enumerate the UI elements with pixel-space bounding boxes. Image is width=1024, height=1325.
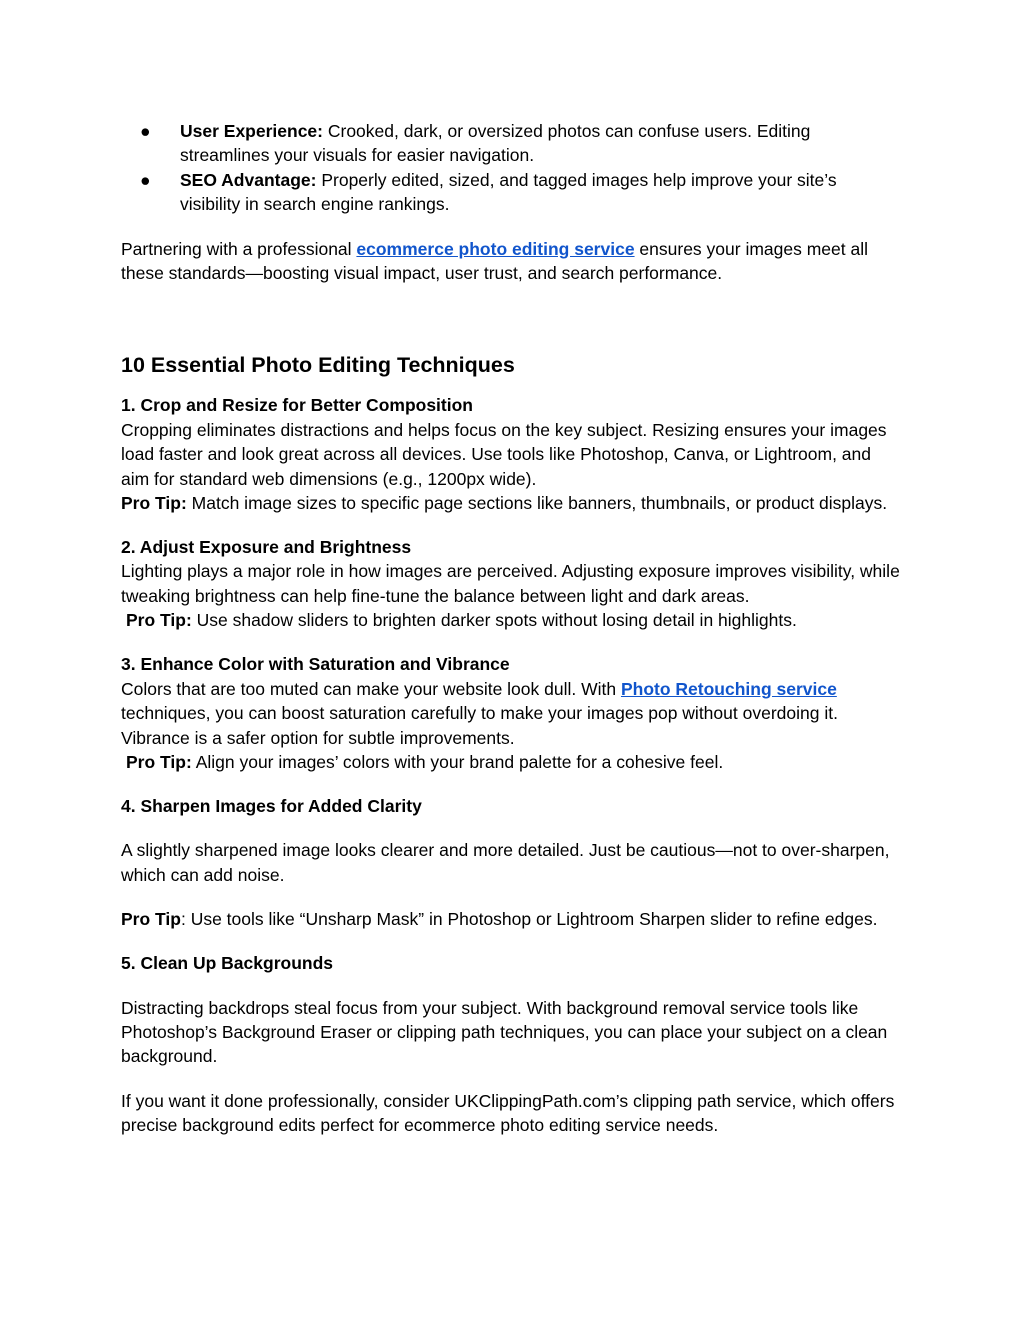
technique-2-body: Lighting plays a major role in how images are perceived. Adjusting exposure improves visibility, while tweaking brightness can help fine-tune the balance between light and dark areas. [121,561,900,606]
pro-tip-label: Pro Tip: [126,610,192,631]
document-page [121,119,901,1138]
bullet-icon: ● [140,169,151,190]
pro-tip-text: : Use tools like “Unsharp Mask” in Photoshop or Lightroom Sharpen slider to refine edges. [180,909,878,930]
bullet-text: Properly edited, sized, and tagged images help improve your site’s visibility in search engine rankings. [180,169,837,215]
technique-1-heading: 1. Crop and Resize for Better Composition [121,395,473,416]
technique-3-heading: 3. Enhance Color with Saturation and Vibrance [121,654,510,675]
pro-tip-text: Use shadow sliders to brighten darker spots without losing detail in highlights. [191,610,797,631]
partner-paragraph [121,237,901,286]
bullet-bold-label: SEO Advantage: [180,169,317,190]
list-item [121,168,901,217]
technique-2-heading: 2. Adjust Exposure and Brightness [121,537,412,558]
partner-text-after: ensures your images meet all these standards—boosting visual impact, user trust, and search performance. [121,238,869,284]
technique-3-tip [121,750,901,774]
pro-tip-text: Match image sizes to specific page sections like banners, thumbnails, or product displays. [186,493,888,514]
ecommerce-photo-editing-link[interactable]: ecommerce photo editing service [356,238,635,259]
technique-5-body: Distracting backdrops steal focus from your subject. With background removal service tools like Photoshop’s Background Eraser or clipping path techniques, you can place your subject on a clean background. [121,997,888,1067]
benefit-list [121,119,901,217]
bullet-bold-label: User Experience: [180,121,323,141]
bullet-icon: ● [140,121,151,141]
technique-1-tip [121,491,901,515]
pro-tip-label: Pro Tip: [121,493,187,514]
pro-tip-label: Pro Tip: [126,751,192,772]
technique-4-tip [121,907,901,931]
section-heading: 10 Essential Photo Editing Techniques [121,353,515,378]
technique-5-heading: 5. Clean Up Backgrounds [121,953,333,974]
technique-5-body-2: If you want it done professionally, consider UKClippingPath.com’s clipping path service, which offers precise background edits perfect for ecommerce photo editing service needs. [121,1090,895,1136]
technique-2-tip [121,608,901,632]
technique-3-body-before: Colors that are too muted can make your website look dull. With [121,678,621,699]
technique-1-body: Cropping eliminates distractions and helps focus on the key subject. Resizing ensures your images load faster and look great across all devices. Use tools like Photoshop, Canva, or Lightroom, and aim for standard web dimensions (e.g., 1200px wide). [121,419,887,489]
bullet-text: Crooked, dark, or oversized photos can confuse users. Editing streamlines your visuals for easier navigation. [180,121,811,166]
technique-4-body: A slightly sharpened image looks clearer and more detailed. Just be cautious—not to over-sharpen, which can add noise. [121,840,890,885]
pro-tip-text: Align your images’ colors with your brand palette for a cohesive feel. [191,751,724,772]
technique-4-heading: 4. Sharpen Images for Added Clarity [121,795,422,816]
partner-text-before: Partnering with a professional [121,238,357,259]
list-item [121,119,901,168]
photo-retouching-link[interactable]: Photo Retouching service [620,678,837,699]
pro-tip-label: Pro Tip [121,909,181,930]
technique-3-body [121,677,901,750]
technique-3-body-after: techniques, you can boost saturation carefully to make your images pop without overdoing it. Vibrance is a safer option for subtle improvements. [121,703,838,748]
